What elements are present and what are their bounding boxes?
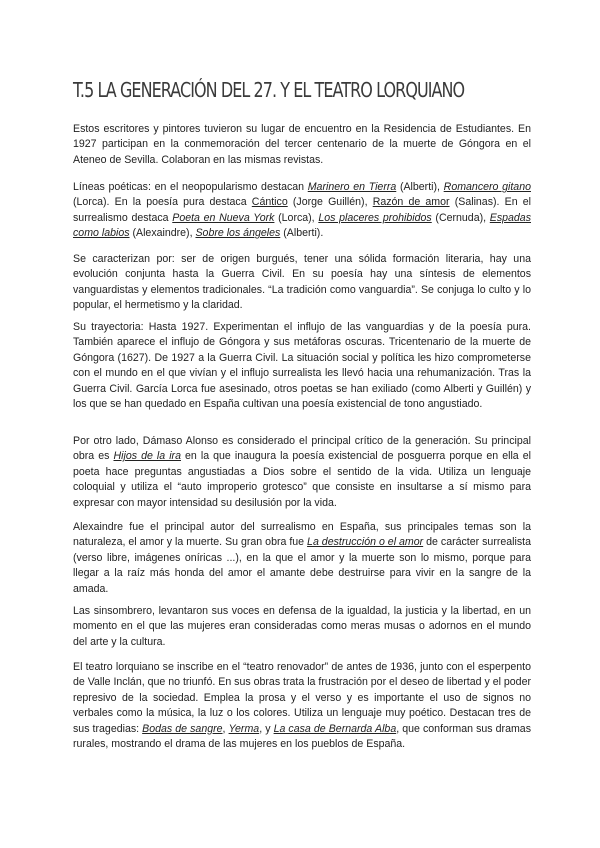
work-title-cantico: Cántico xyxy=(251,196,288,209)
work-title-razon-de-amor: Razón de amor xyxy=(372,196,450,209)
paragraph-teatro-lorquiano xyxy=(73,660,531,752)
text-run: (Cernuda), xyxy=(431,211,490,224)
text-run: (Alberti), xyxy=(396,181,444,193)
work-title-la-casa-de-bernarda-alba: La casa de Bernarda Alba xyxy=(273,722,397,735)
text-run: , y xyxy=(259,722,274,735)
text-run: de carácter surrealista (verso libre, imágenes oníricas ...), en la que el amor y la muerte son lo mismo, porque para llegar a la raíz más honda del amor el amante debe destruirse para vivir en la sangre de la amada. xyxy=(73,536,531,595)
text-run: (Alexaindre), xyxy=(129,227,196,240)
text-run: Líneas poéticas: en el neopopularismo destacan xyxy=(73,181,308,193)
page-title: T.5 LA GENERACIÓN DEL 27. Y EL TEATRO LORQUIANO xyxy=(73,78,465,102)
paragraph-alexaindre xyxy=(73,520,531,597)
work-title-bodas-de-sangre: Bodas de sangre xyxy=(142,722,223,735)
paragraph-caracteristicas: Se caracterizan por: ser de origen burgués, tener una sólida formación literaria, hay una evolución conjunta hasta la Guerra Civil. En su poesía hay una síntesis de elementos vanguardistas y elementos tradicionales. “La tradición como vanguardia”. Se conjuga lo culto y lo popular, el hermetismo y la claridad. xyxy=(73,253,531,312)
paragraph-lineas-poeticas xyxy=(73,180,531,242)
text-run: , que conforman sus dramas rurales, mostrando el drama de las mujeres en los pueblos de España. xyxy=(73,722,531,751)
paragraph-damaso-alonso xyxy=(73,434,531,511)
work-title-marinero-en-tierra: Marinero en Tierra xyxy=(307,181,397,193)
text-run: , xyxy=(222,722,229,735)
text-run: (Alberti). xyxy=(280,227,324,240)
work-title-romancero-gitano: Romancero gitano xyxy=(443,181,531,193)
text-run: El teatro lorquiano se inscribe en el “teatro renovador” de antes de 1936, junto con el esperpento de Valle Inclán, que no triunfó. En sus obras trata la frustración por el deseo de libertad y el poder represivo de la sociedad. Emplea la prosa y el verso y es importante el uso de signos no verbales como la música, la luz o los colores. Utiliza un lenguaje muy poético. Destacan tres de sus tragedias: xyxy=(73,661,531,735)
work-title-poeta-en-nueva-york: Poeta en Nueva York xyxy=(172,211,275,224)
text-run: (Jorge Guillén), xyxy=(287,196,373,209)
text-run: en la que inaugura la poesía existencial de posguerra porque en ella el poeta hace preguntas angustiadas a Dios sobre el sentido de la vida. Utiliza un lenguaje coloquial y utiliza el “auto improperio grotesco” que consiste en insultarse a sí mismo para expresar con mayor intensidad su desilusión por la vida. xyxy=(73,450,531,509)
paragraph-trayectoria: Su trayectoria: Hasta 1927. Experimentan el influjo de las vanguardias y de la poesía pura. También aparece el influjo de Góngora y sus metáforas oscuras. Tricentenario de la muerte de Góngora (1627). De 1927 a la Guerra Civil. La situación social y política les hizo comprometerse con el mundo en el que vivían y el influjo surrealista les llevó hacia una rehumanización. Tras la Guerra Civil. García Lorca fue asesinado, otros poetas se han exiliado (como Alberti y Guillén) y los que se han quedado en España cultivan una poesía existencial de tono angustiado. xyxy=(73,321,531,411)
paragraph-las-sinsombrero: Las sinsombrero, levantaron sus voces en defensa de la igualdad, la justicia y la libertad, en un momento en el que las mujeres eran consideradas como meras musas o adornos en el mundo del arte y la cultura. xyxy=(73,605,531,648)
text-run: Por otro lado, Dámaso Alonso es considerado el principal crítico de la generación. Su principal obra es xyxy=(73,435,531,463)
work-title-espadas-como-labios: Espadas como labios xyxy=(73,211,531,240)
work-title-la-destruccion-o-el-amor: La destrucción o el amor xyxy=(307,536,424,549)
work-title-los-placeres-prohibidos: Los placeres prohibidos xyxy=(318,211,432,224)
text-run: (Lorca). En la poesía pura destaca xyxy=(73,196,252,209)
work-title-hijos-de-la-ira: Hijos de la ira xyxy=(113,450,181,463)
text-run: (Salinas). En el surrealismo destaca xyxy=(73,196,531,224)
text-run: (Lorca), xyxy=(274,211,319,224)
paragraph-intro: Estos escritores y pintores tuvieron su lugar de encuentro en la Residencia de Estudiantes. En 1927 participan en la conmemoración del tercer centenario de la muerte de Góngora en el Ateneo de Sevilla. Colaboran en las mismas revistas. xyxy=(73,123,531,166)
work-title-yerma: Yerma xyxy=(228,722,260,735)
work-title-sobre-los-angeles: Sobre los ángeles xyxy=(195,227,281,240)
text-run: Alexaindre fue el principal autor del surrealismo en España, sus principales temas son la naturaleza, el amor y la muerte. Su gran obra fue xyxy=(73,521,531,549)
